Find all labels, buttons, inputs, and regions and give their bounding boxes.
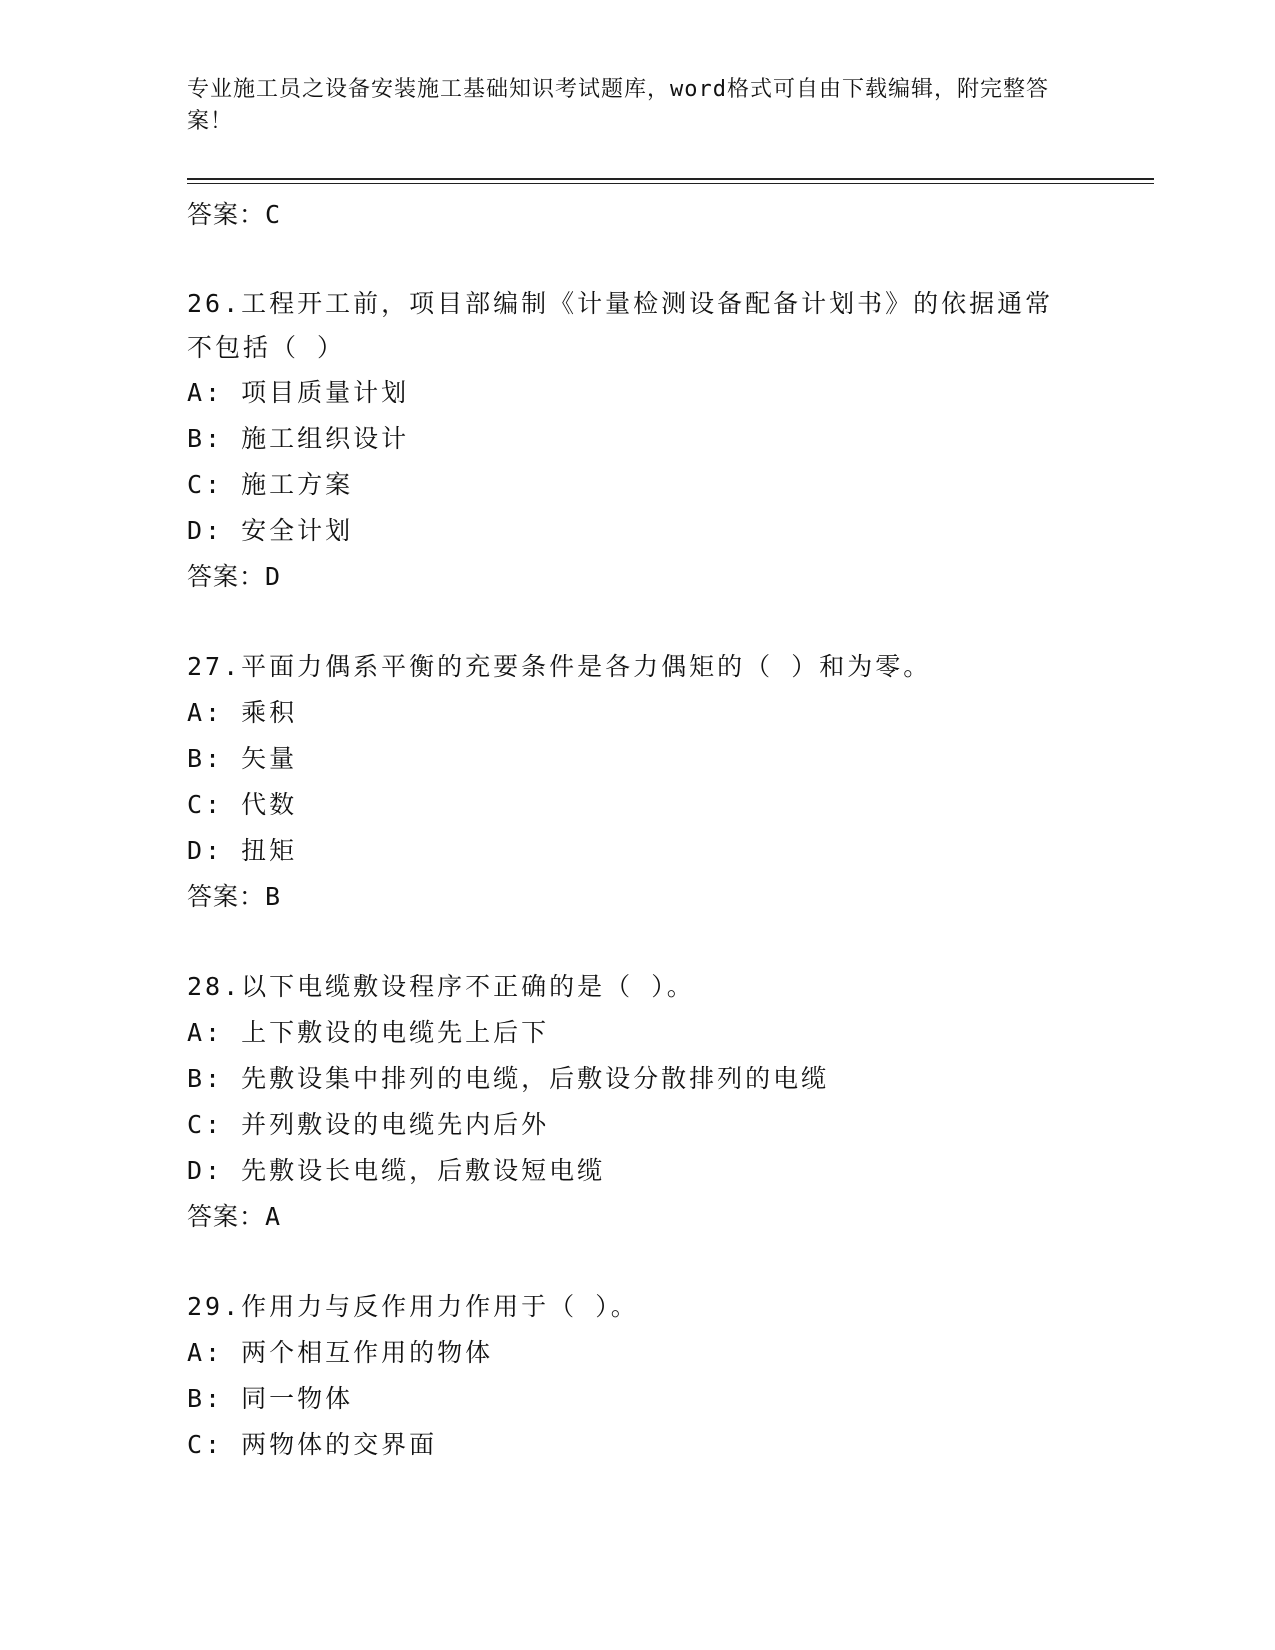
header-rule-thick xyxy=(187,178,1154,180)
question-28 xyxy=(187,964,1087,1240)
question-stem: 26.工程开工前，项目部编制《计量检测设备配备计划书》的依据通常不包括（ ） xyxy=(187,289,1054,362)
answer-line: 答案：A xyxy=(187,1202,282,1231)
option-d: D: 安全计划 xyxy=(187,516,354,545)
question-stem: 29.作用力与反作用力作用于（ ）。 xyxy=(187,1292,639,1321)
option-b: B: 同一物体 xyxy=(187,1384,354,1413)
option-c: C: 并列敷设的电缆先内后外 xyxy=(187,1110,550,1139)
answer-line: 答案：D xyxy=(187,562,282,591)
spacer xyxy=(187,920,1087,964)
option-c: C: 两物体的交界面 xyxy=(187,1430,438,1459)
question-29 xyxy=(187,1284,1087,1468)
option-a: A: 项目质量计划 xyxy=(187,378,410,407)
question-content xyxy=(187,192,1087,1468)
answer-line: 答案：B xyxy=(187,882,282,911)
question-stem: 27.平面力偶系平衡的充要条件是各力偶矩的（ ）和为零。 xyxy=(187,652,932,681)
header-rule-thin xyxy=(187,183,1154,184)
option-b: B: 施工组织设计 xyxy=(187,424,410,453)
option-a: A: 两个相互作用的物体 xyxy=(187,1338,494,1367)
question-26 xyxy=(187,282,1087,600)
option-b: B: 矢量 xyxy=(187,744,298,773)
option-a: A: 乘积 xyxy=(187,698,298,727)
spacer xyxy=(187,1240,1087,1284)
option-a: A: 上下敷设的电缆先上后下 xyxy=(187,1018,550,1047)
option-c: C: 施工方案 xyxy=(187,470,354,499)
option-b: B: 先敷设集中排列的电缆，后敷设分散排列的电缆 xyxy=(187,1064,830,1093)
option-d: D: 扭矩 xyxy=(187,836,298,865)
document-header: 专业施工员之设备安装施工基础知识考试题库，word格式可自由下载编辑，附完整答案！ xyxy=(187,77,1049,134)
option-c: C: 代数 xyxy=(187,790,298,819)
spacer xyxy=(187,600,1087,644)
answer-line: 答案：C xyxy=(187,200,282,229)
option-d: D: 先敷设长电缆，后敷设短电缆 xyxy=(187,1156,606,1185)
question-stem: 28.以下电缆敷设程序不正确的是（ ）。 xyxy=(187,972,695,1001)
question-27 xyxy=(187,644,1087,920)
spacer xyxy=(187,238,1087,282)
